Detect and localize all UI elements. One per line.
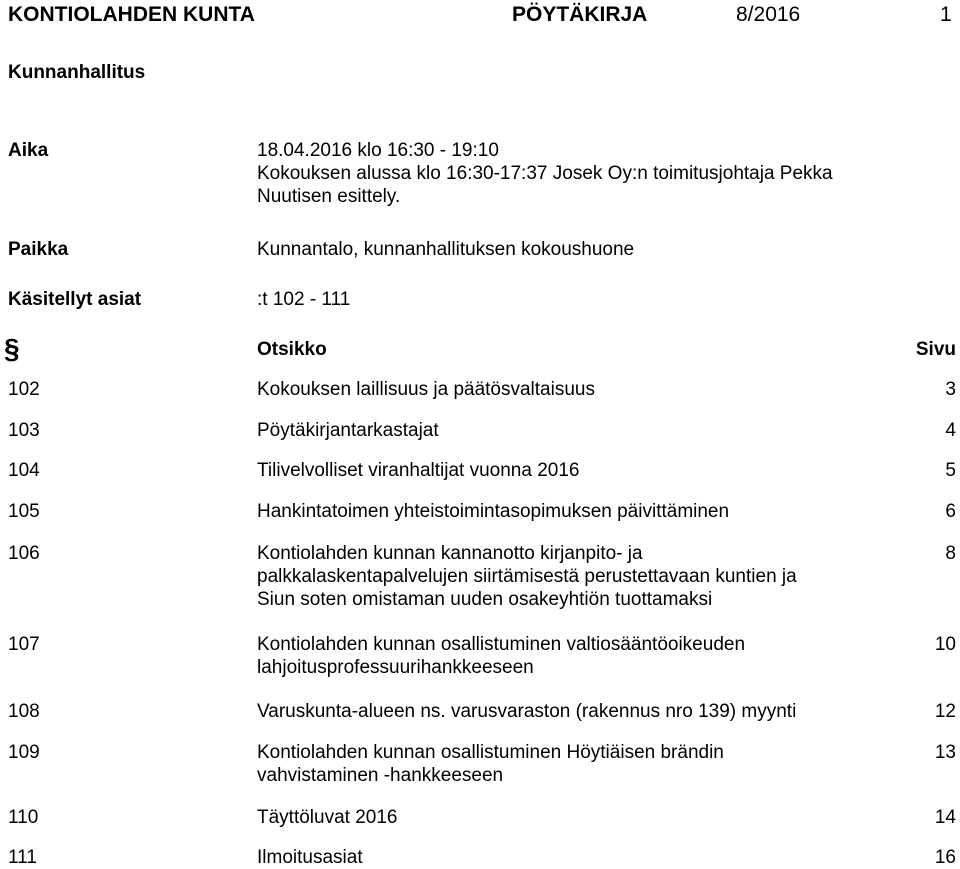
row-111-page: 16 [934,847,956,868]
row-107-title-line-1: Kontiolahden kunnan osallistuminen valtiosääntöoikeuden [257,634,746,655]
time-label: Aika [8,140,49,161]
time-line-1: 18.04.2016 klo 16:30 - 19:10 [257,140,499,161]
row-109-page: 13 [934,742,956,763]
row-102-title: Kokouksen laillisuus ja päätösvaltaisuus [257,379,595,400]
row-109-title-line-1: Kontiolahden kunnan osallistuminen Höytiäisen brändin [257,742,724,763]
time-line-3: Nuutisen esittely. [257,186,401,207]
row-105-number: 105 [8,501,40,522]
row-108-page: 12 [934,701,956,722]
row-106-title-line-2: palkkalaskentapalvelujen siirtämisestä perustettavaan kuntien ja [257,566,797,587]
row-110-number: 110 [8,807,39,828]
row-111-title: Ilmoitusasiat [257,847,363,868]
place-value: Kunnantalo, kunnanhallituksen kokoushuone [257,239,635,260]
row-109-title-line-2: vahvistaminen -hankkeeseen [257,765,504,786]
place-label: Paikka [8,239,69,260]
row-106-page: 8 [945,543,956,564]
row-110-page: 14 [934,807,956,828]
row-111-number: 111 [8,847,37,868]
row-108-number: 108 [8,701,40,722]
row-107-number: 107 [8,634,40,655]
items-value: :t 102 - 111 [257,289,351,310]
row-110-title: Täyttöluvat 2016 [257,807,398,828]
row-102-page: 3 [945,379,956,400]
row-105-title: Hankintatoimen yhteistoimintasopimuksen päivittäminen [257,501,730,522]
row-103-title: Pöytäkirjantarkastajat [257,420,439,441]
row-109-number: 109 [8,742,40,763]
time-line-2: Kokouksen alussa klo 16:30-17:37 Josek Oy:n toimitusjohtaja Pekka [257,163,833,184]
row-103-page: 4 [945,420,956,441]
page-header: Sivu [915,339,956,360]
organization-name: KONTIOLAHDEN KUNTA [8,3,255,26]
row-104-title: Tilivelvolliset viranhaltijat vuonna 2016 [257,460,580,481]
row-107-title-line-2: lahjoitusprofessuurihankkeeseen [257,657,534,678]
body-name: Kunnanhallitus [8,62,146,83]
row-106-title-line-1: Kontiolahden kunnan kannanotto kirjanpito- ja [257,543,643,564]
row-106-title-line-3: Siun soten omistaman uuden osakeyhtiön tuottamaksi [257,589,713,610]
page-number: 1 [940,3,952,26]
row-104-page: 5 [945,460,956,481]
row-103-number: 103 [8,420,40,441]
section-symbol: § [4,333,20,364]
document-number: 8/2016 [736,3,801,26]
row-108-title: Varuskunta-alueen ns. varusvaraston (rakennus nro 139) myynti [257,701,797,722]
row-102-number: 102 [8,379,40,400]
row-107-page: 10 [934,634,956,655]
row-104-number: 104 [8,460,40,481]
row-106-number: 106 [8,543,40,564]
document-type: PÖYTÄKIRJA [512,3,648,26]
items-label: Käsitellyt asiat [8,289,142,310]
title-header: Otsikko [257,339,327,360]
row-105-page: 6 [945,501,956,522]
